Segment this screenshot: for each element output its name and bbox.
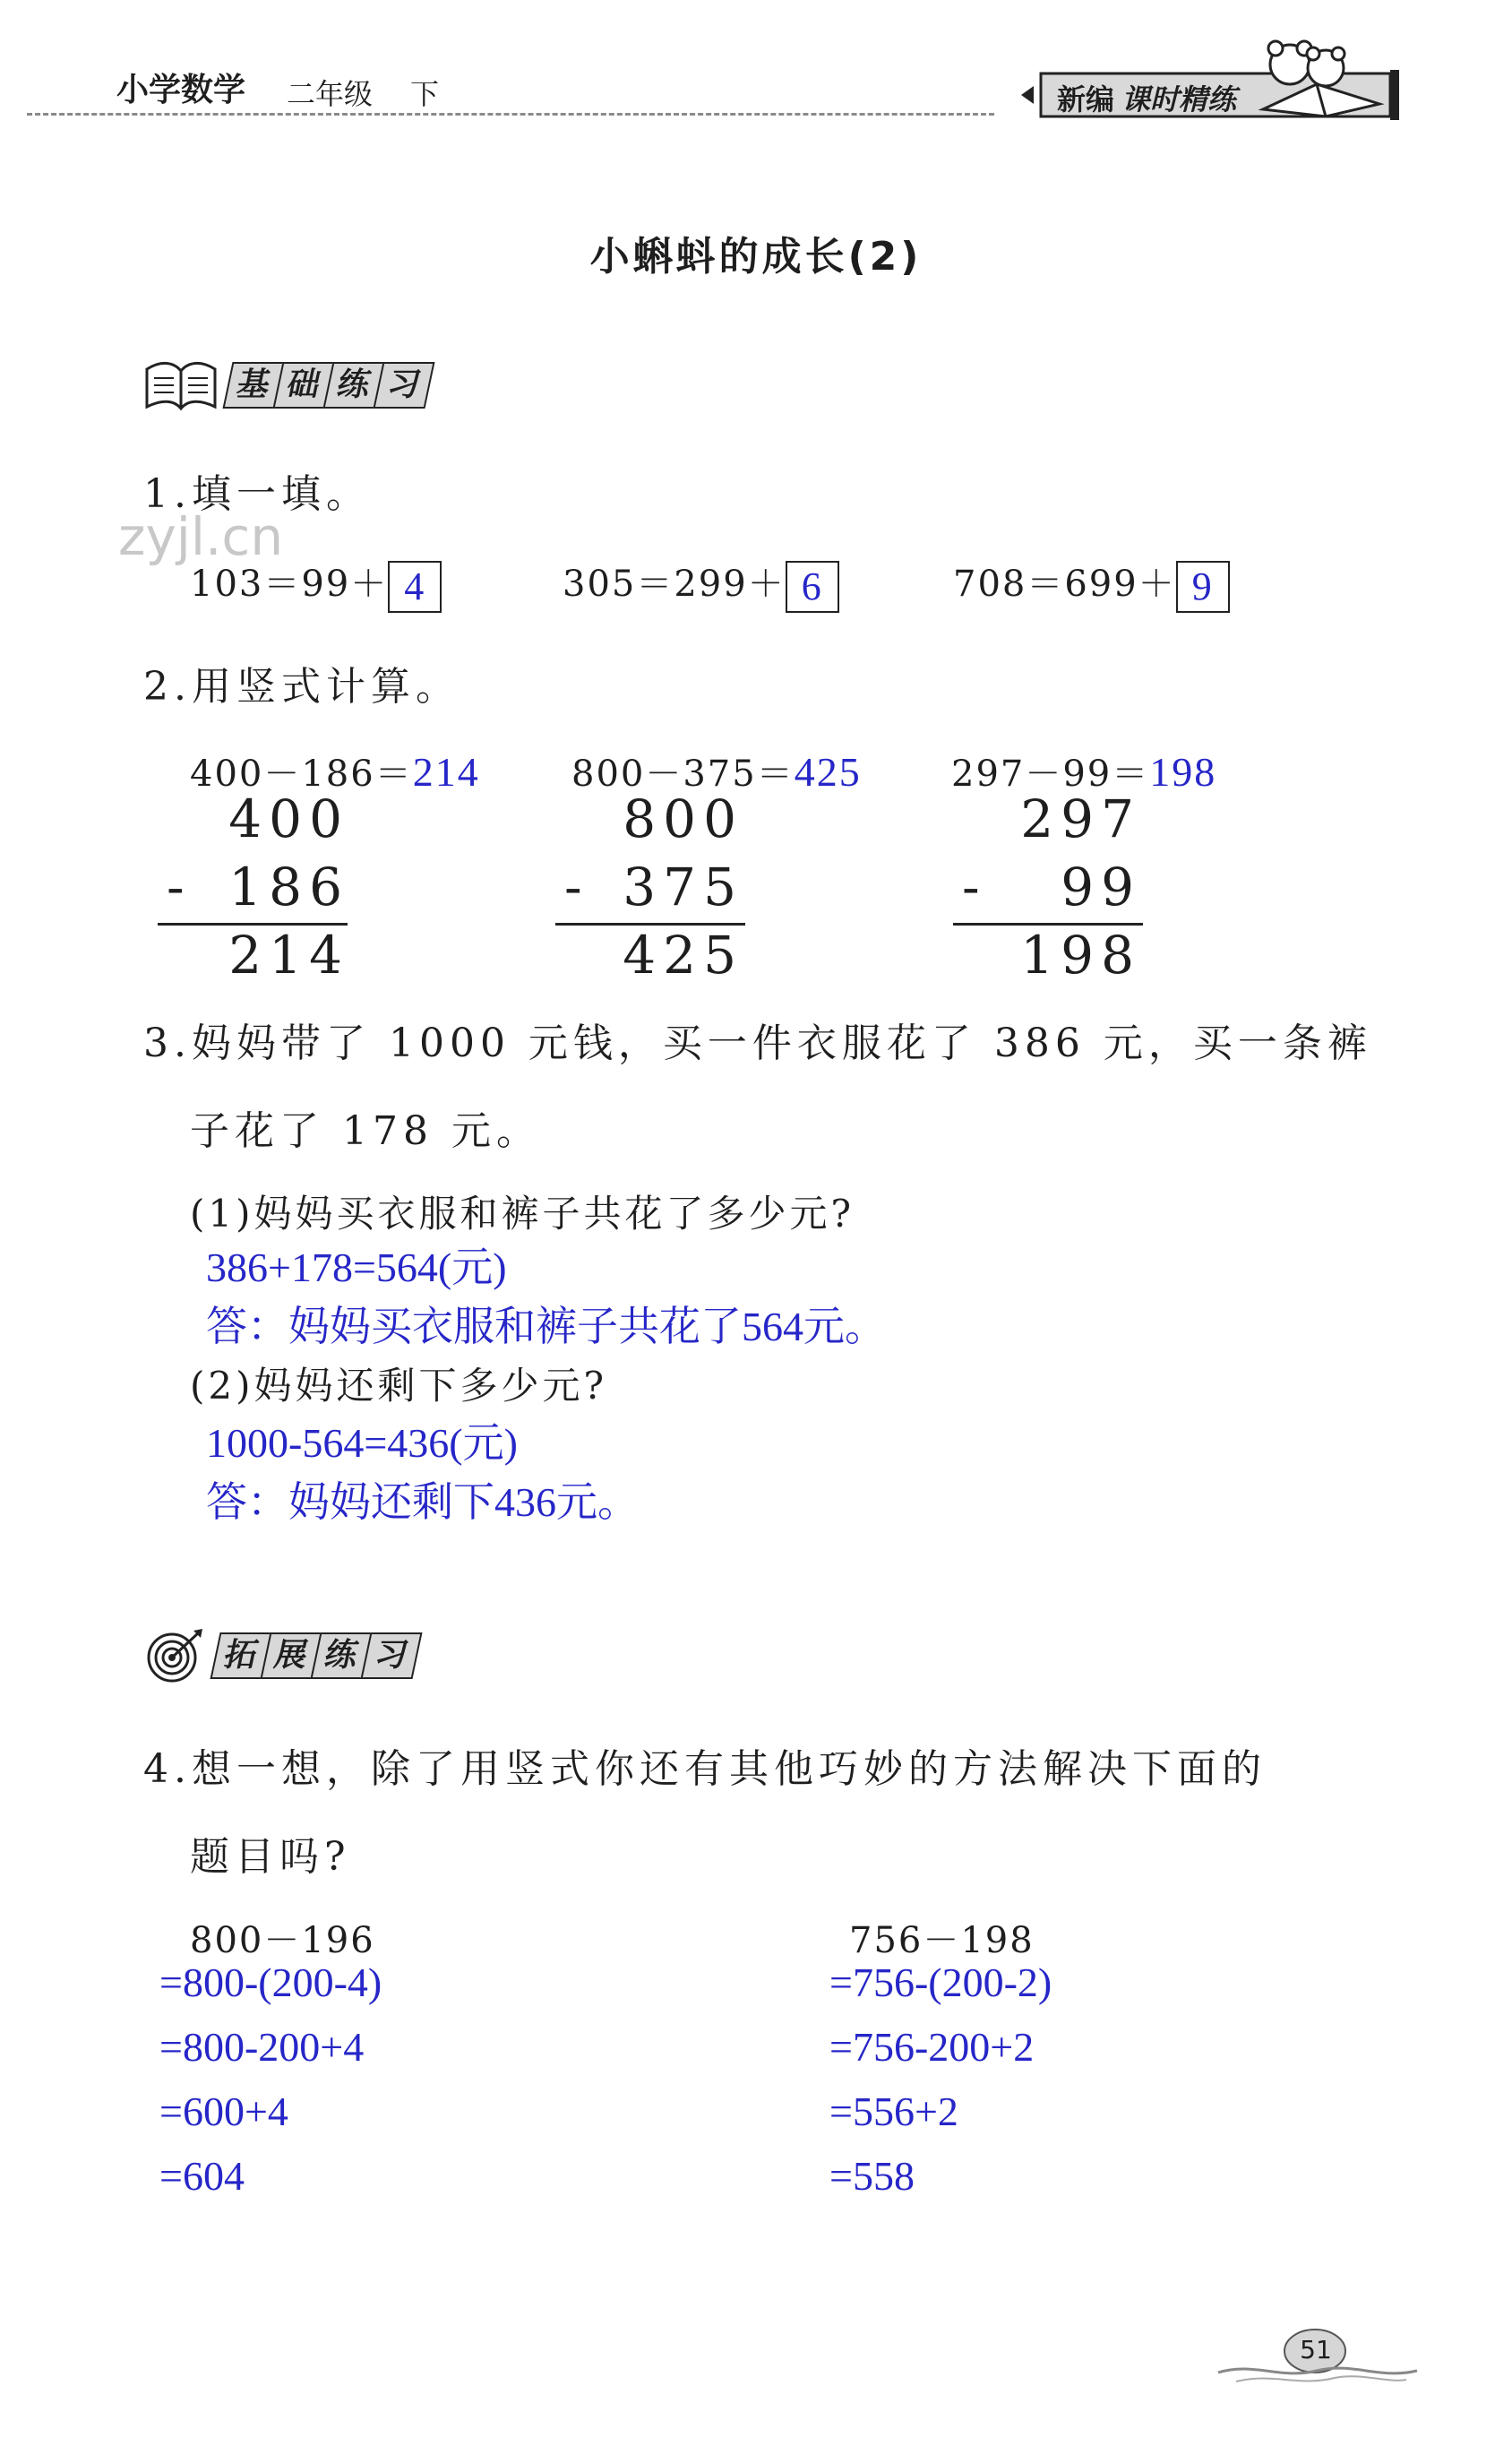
q4-right-step: =756-200+2: [829, 2024, 1035, 2070]
open-book-icon: [143, 357, 219, 414]
header-term: 下: [410, 77, 440, 111]
q1-answer-box: 4: [388, 561, 442, 613]
section-char: 习: [373, 362, 434, 409]
q1-expr: 103＝99＋: [190, 564, 389, 605]
q2-answer: 198: [1149, 749, 1217, 795]
q3-sub2-answer: 答：妈妈还剩下436元。: [206, 1479, 639, 1525]
vertical-top: 800: [623, 788, 743, 849]
q2-expr-text: 297－99＝: [951, 754, 1150, 795]
question-1-label: 1.填一填。: [143, 471, 371, 517]
bear-book-icon: [1254, 32, 1388, 118]
question-4-line-2: 题目吗?: [190, 1834, 351, 1880]
q1-answer-box: 6: [786, 561, 839, 613]
target-icon: [143, 1627, 206, 1684]
q1-item-3: [953, 556, 1230, 613]
q4-right-step: =556+2: [829, 2089, 958, 2134]
section-char: 础: [272, 362, 334, 409]
question-4-line-1: 4.想一想，除了用竖式你还有其他巧妙的方法解决下面的: [143, 1746, 1267, 1792]
section-char: 练: [310, 1632, 372, 1679]
vertical-result: 198: [1020, 925, 1141, 986]
question-3-line-1: 3.妈妈带了 1000 元钱，买一件衣服花了 386 元，买一条裤: [143, 1021, 1372, 1066]
question-2-label: 2.用竖式计算。: [143, 664, 460, 710]
vertical-bottom: 99: [1061, 857, 1141, 917]
q3-sub2-calc: 1000-564=436(元): [206, 1420, 518, 1466]
question-3-sub-1: (1)妈妈买衣服和裤子共花了多少元?: [190, 1192, 855, 1236]
vertical-bottom: 375: [623, 857, 743, 917]
q2-answer: 214: [412, 749, 480, 795]
vertical-op: -: [962, 857, 987, 917]
q1-expr: 708＝699＋: [953, 564, 1176, 605]
q1-answer-box: 9: [1176, 561, 1230, 613]
vertical-result: 425: [623, 925, 743, 986]
q4-left-step: =600+4: [159, 2089, 288, 2134]
q3-sub1-calc: 386+178=564(元): [206, 1245, 507, 1290]
section-char: 展: [260, 1632, 322, 1679]
section-basic-practice: [143, 358, 428, 412]
q2-answer: 425: [794, 749, 862, 795]
q3-sub1-answer: 答：妈妈买衣服和裤子共花了564元。: [206, 1304, 886, 1349]
q4-left-step: =800-200+4: [159, 2024, 365, 2070]
section-char: 基: [222, 362, 284, 409]
question-3-line-2: 子花了 178 元。: [190, 1108, 541, 1154]
series-name-bold: 课时精练: [1121, 82, 1237, 116]
section-char: 练: [322, 362, 384, 409]
section-char: 习: [360, 1632, 422, 1679]
page-number: 51: [1300, 2335, 1332, 2364]
page-title: 小蝌蚪的成长(2): [589, 234, 923, 280]
vertical-result: 214: [228, 925, 349, 986]
header-subject: 小学数学: [116, 72, 246, 108]
vertical-top: 400: [228, 788, 349, 849]
q4-right-expr: 756－198: [849, 1920, 1035, 1961]
series-name: 新编: [1057, 82, 1115, 116]
q4-right-step: =558: [829, 2153, 915, 2199]
q4-left-step: =800-(200-4): [159, 1959, 382, 2005]
vertical-top: 297: [1020, 788, 1141, 849]
q1-expr: 305＝299＋: [563, 564, 786, 605]
section-extended-practice: [143, 1629, 416, 1683]
series-tag: [1021, 68, 1415, 120]
vertical-bottom: 186: [228, 857, 349, 917]
section-char: 拓: [210, 1632, 271, 1679]
header-dashed-rule: [27, 113, 994, 116]
q1-item-2: [563, 556, 839, 613]
q4-left-step: =604: [159, 2153, 245, 2199]
vertical-op: -: [564, 857, 589, 917]
q4-left-expr: 800－196: [190, 1920, 375, 1961]
vertical-op: -: [167, 857, 192, 917]
q2-expr-text: 400－186＝: [190, 754, 413, 795]
q1-item-1: [190, 556, 442, 613]
header-grade: 二年级: [287, 77, 374, 111]
q4-right-step: =756-(200-2): [829, 1959, 1052, 2005]
question-3-sub-2: (2)妈妈还剩下多少元?: [190, 1364, 608, 1408]
q2-expr-text: 800－375＝: [571, 754, 795, 795]
watermark: zyjl.cn: [118, 506, 284, 567]
